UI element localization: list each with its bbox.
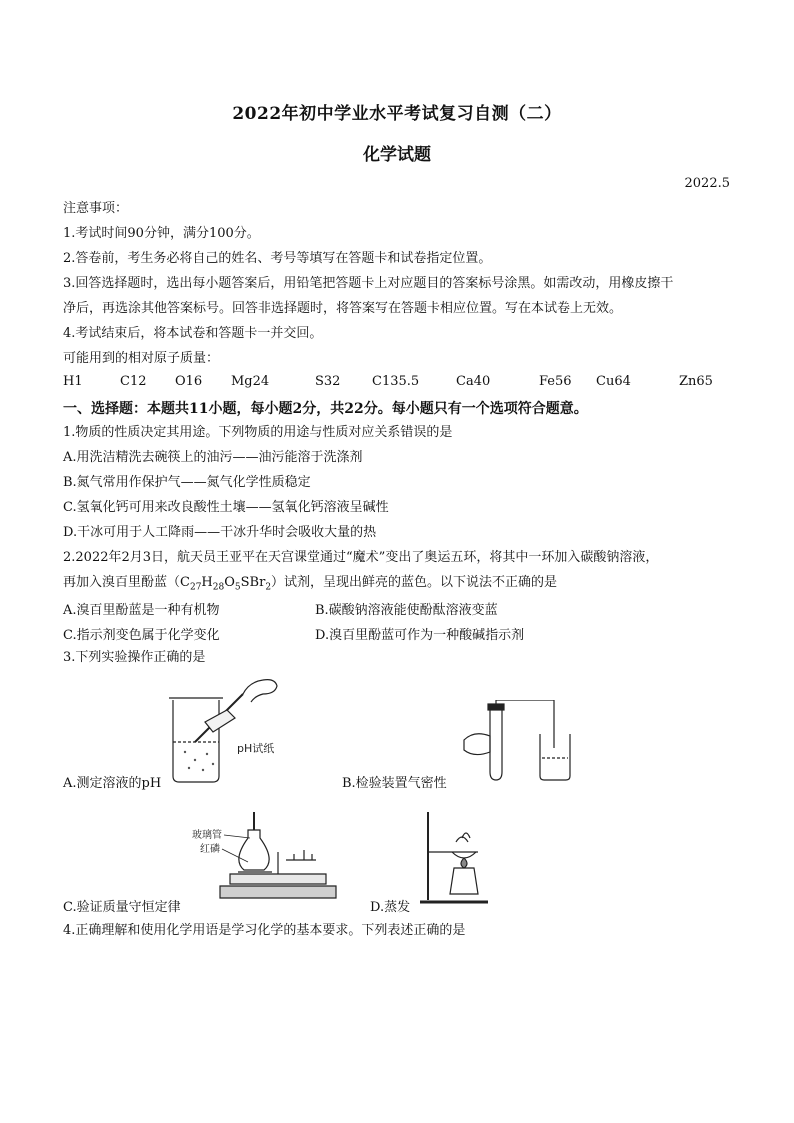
option-a: A.溴百里酚蓝是一种有机物 [63,603,220,618]
atomic-mass: Mg24 [231,374,270,389]
stem-text: ）试剂，呈现出鲜亮的蓝色。以下说法不正确的是 [271,575,558,590]
option-c: C.氢氧化钙可用来改良酸性土壤——氢氧化钙溶液呈碱性 [63,500,389,515]
atomic-mass: Zn65 [679,374,713,389]
steam [456,833,470,842]
evaporation-figure [418,808,498,908]
option-c: C.验证质量守恒定律 [63,900,181,915]
section-heading: 一、选择题：本题共11小题，每小题2分，共22分。每小题只有一个选项符合题意。 [63,401,588,417]
question-stem: 1.物质的性质决定其用途。下列物质的用途与性质对应关系错误的是 [63,425,453,440]
mass-conservation-figure [190,808,340,904]
atomic-mass-label: 可能用到的相对原子质量： [63,351,220,366]
atomic-mass: Fe56 [539,374,572,389]
question-stem-line2 [63,574,557,597]
page-title: 2022年初中学业水平考试复习自测（二） [232,104,562,124]
option-c: C.指示剂变色属于化学变化 [63,628,220,643]
beaker [540,734,570,780]
atomic-mass: C12 [120,374,147,389]
question-stem: 2.2022年2月3日，航天员王亚平在天宫课堂通过“魔术”变出了奥运五环，将其中一环加入碳酸钠溶液， [63,550,659,565]
option-d: D.干冰可用于人工降雨——干冰升华时会吸收大量的热 [63,525,377,540]
exam-date: 2022.5 [684,176,730,191]
option-b: B.氮气常用作保护气——氮气化学性质稳定 [63,475,311,490]
option-a: A.测定溶液的pH [63,776,162,791]
option-b: B.碳酸钠溶液能使酚酞溶液变蓝 [315,603,498,618]
atomic-mass: S32 [315,374,341,389]
red-phosphorus-label: 红磷 [200,844,220,855]
page-subtitle: 化学试题 [363,145,431,165]
option-a: A.用洗洁精洗去碗筷上的油污——油污能溶于洗涤剂 [63,450,363,465]
delivery-tube [496,700,554,748]
glass-tube-label: 玻璃管 [192,830,222,841]
ph-paper-label: pH试纸 [237,742,275,755]
notes-heading: 注意事项： [63,201,129,216]
chemical-formula: $C_{27}H_{28}O_5SBr_2$ [180,575,272,593]
option-b: B.检验装置气密性 [342,776,447,791]
flask [239,830,269,870]
test-tube [490,708,502,780]
atomic-mass: C135.5 [372,374,420,389]
evaporating-dish [452,852,476,858]
ph-test-figure [165,672,305,784]
balance [230,874,326,884]
stem-text: 再加入溴百里酚蓝（ [63,575,181,590]
question-stem: 3.下列实验操作正确的是 [63,650,206,665]
hand [464,734,490,755]
atomic-mass: Ca40 [456,374,491,389]
note-item: 2.答卷前，考生务必将自己的姓名、考号等填写在答题卡和试卷指定位置。 [63,251,492,266]
alcohol-lamp [450,868,478,894]
question-stem: 4.正确理解和使用化学用语是学习化学的基本要求。下列表述正确的是 [63,923,466,938]
note-item: 4.考试结束后，将本试卷和答题卡一并交回。 [63,326,323,341]
atomic-mass: Cu64 [596,374,631,389]
note-item: 3.回答选择题时，选出每小题答案后，用铅笔把答题卡上对应题目的答案标号涂黑。如需改动，用橡皮擦干 [63,276,674,291]
hand [243,680,277,702]
weights [286,850,316,860]
option-d: D.溴百里酚蓝可作为一种酸碱指示剂 [315,628,525,643]
note-item: 1.考试时间90分钟，满分100分。 [63,226,260,241]
atomic-mass: O16 [175,374,203,389]
atomic-mass: H1 [63,374,83,389]
airtightness-figure [460,700,580,784]
atomic-mass-list [0,374,794,392]
option-d: D.蒸发 [370,900,411,915]
note-item: 净后，再选涂其他答案标号。回答非选择题时，将答案写在答题卡相应位置。写在本试卷上无效。 [63,301,623,316]
